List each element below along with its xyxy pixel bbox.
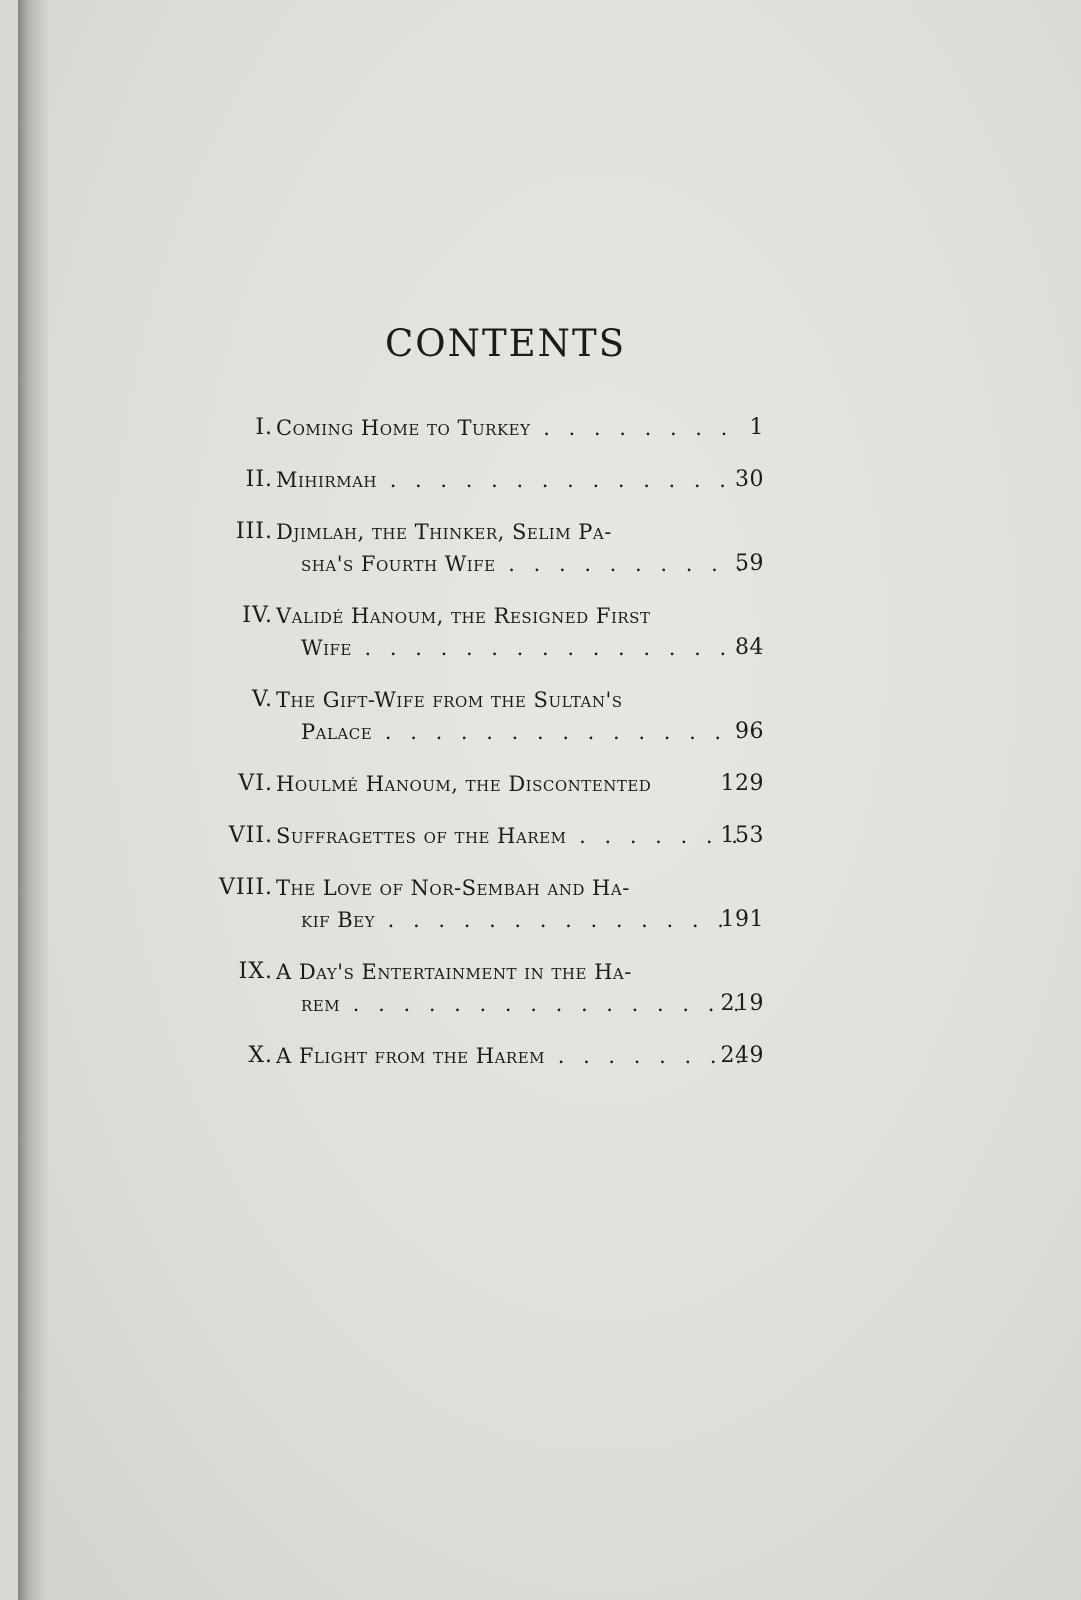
page-number: 153 <box>720 823 764 848</box>
toc-entry <box>18 684 1081 748</box>
book-page <box>18 0 1081 1600</box>
toc-entry <box>18 820 1081 852</box>
page-number: 219 <box>720 991 764 1016</box>
chapter-title: A Flight from the Harem . . . <box>276 1040 746 1072</box>
chapter-numeral: X. <box>248 1043 273 1068</box>
chapter-title: The Gift-Wife from the Sultan's <box>276 688 623 712</box>
toc-line <box>18 1040 1081 1072</box>
chapter-numeral: V. <box>251 687 273 712</box>
chapter-numeral: VIII. <box>219 875 273 900</box>
toc-entry <box>18 516 1081 580</box>
chapter-title-continued: Wife . . . <box>301 632 741 664</box>
toc-entry <box>18 956 1081 1020</box>
toc-line <box>18 988 1081 1020</box>
toc-line <box>18 956 1081 988</box>
chapter-numeral: II. <box>245 467 273 492</box>
chapter-numeral: IV. <box>242 603 273 628</box>
toc-line <box>18 516 1081 548</box>
toc-line <box>18 464 1081 496</box>
chapter-title-continued: Palace . . . <box>301 716 741 748</box>
chapter-numeral: VI. <box>238 771 273 796</box>
page-number: 84 <box>735 635 764 660</box>
toc-entry <box>18 412 1081 444</box>
toc-entry <box>18 872 1081 936</box>
chapter-numeral: III. <box>235 519 273 544</box>
page-number: 249 <box>720 1043 764 1068</box>
chapter-title: Djimlah, the Thinker, Selim Pa- <box>276 520 612 544</box>
page-number: 59 <box>735 551 764 576</box>
toc-entry <box>18 464 1081 496</box>
page-number: 1 <box>749 415 764 440</box>
chapter-title: Validé Hanoum, the Resigned First <box>276 604 651 628</box>
page-number: 129 <box>720 771 764 796</box>
chapter-numeral: VII. <box>228 823 273 848</box>
chapter-numeral: I. <box>255 415 273 440</box>
page-number: 191 <box>720 907 764 932</box>
chapter-title: Suffragettes of the Harem . . . <box>276 820 746 852</box>
toc-line <box>18 632 1081 664</box>
toc-line <box>18 904 1081 936</box>
toc-line <box>18 684 1081 716</box>
chapter-title-continued: sha's Fourth Wife . . . <box>301 548 741 580</box>
toc-entry <box>18 1040 1081 1072</box>
chapter-title: A Day's Entertainment in the Ha- <box>276 960 632 984</box>
toc-line <box>18 716 1081 748</box>
chapter-title-continued: kif Bey . . . <box>301 904 741 936</box>
page-number: 30 <box>735 467 764 492</box>
toc-entry <box>18 768 1081 800</box>
toc-line <box>18 548 1081 580</box>
toc-line <box>18 872 1081 904</box>
page-number: 96 <box>735 719 764 744</box>
table-of-contents <box>18 412 1081 1092</box>
chapter-title-continued: rem . . . <box>301 988 741 1020</box>
toc-line <box>18 412 1081 444</box>
page-title: CONTENTS <box>384 322 627 365</box>
chapter-numeral: IX. <box>238 959 273 984</box>
toc-line <box>18 768 1081 800</box>
chapter-title: The Love of Nor-Sembah and Ha- <box>276 876 630 900</box>
chapter-title: Houlmé Hanoum, the Discontented <box>276 772 652 796</box>
chapter-title: Coming Home to Turkey . . . <box>276 412 746 444</box>
toc-entry <box>18 600 1081 664</box>
chapter-title: Mihirmah . . . <box>276 464 746 496</box>
toc-line <box>18 820 1081 852</box>
toc-line <box>18 600 1081 632</box>
